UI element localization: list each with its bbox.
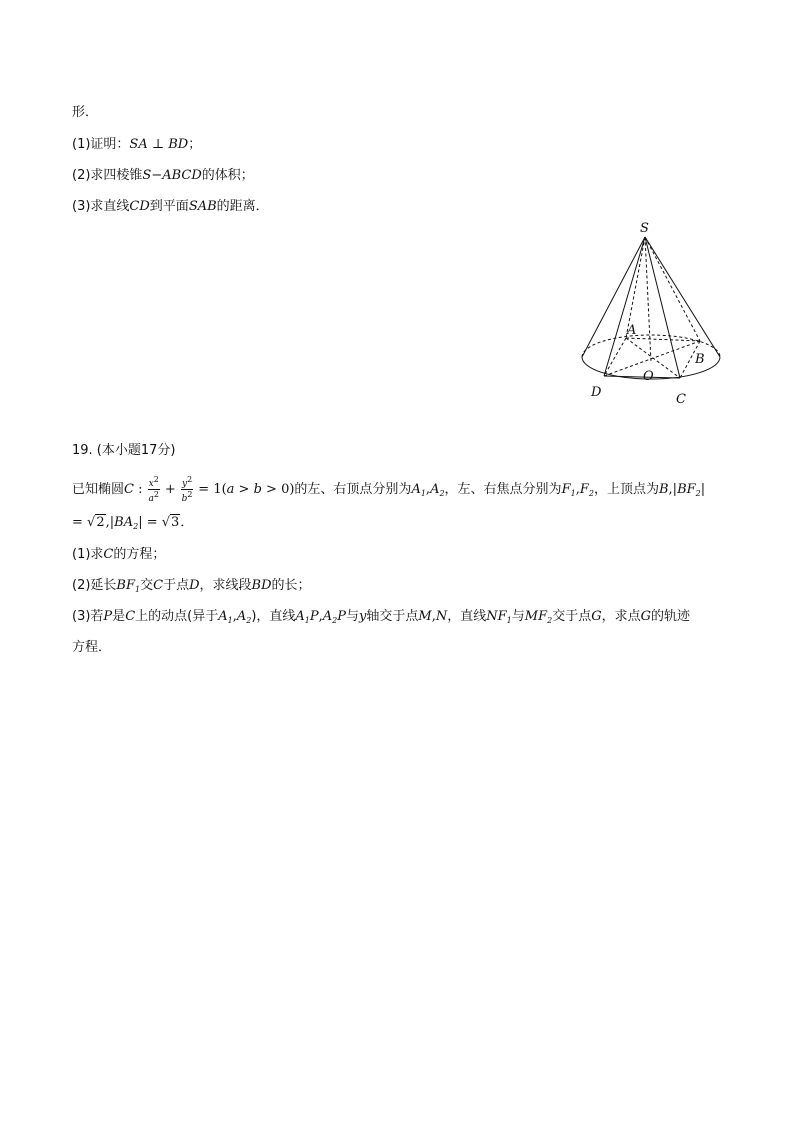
question-19-stem-line2 (72, 514, 193, 536)
comma: , (318, 609, 323, 624)
math-pyramid: S−ABCD (142, 168, 202, 183)
math-c: C (125, 609, 136, 624)
edge-ad (604, 338, 626, 376)
text: ，求点 (601, 609, 641, 624)
math-bf2: $BF_2$ (677, 482, 701, 498)
abs-bar: | (138, 515, 143, 530)
abs-bar: | (700, 482, 706, 497)
question-19-part-3-cont: 方程． (72, 640, 112, 655)
math-bd: BD (168, 137, 189, 152)
text: 与 (346, 609, 360, 624)
stem-text: ，上顶点为 (593, 482, 659, 497)
math-d: D (189, 578, 200, 593)
text: 交于点 (552, 609, 592, 624)
math-f2: $F_2$ (579, 482, 594, 498)
part-mid: 到平面 (149, 199, 189, 214)
edge-sb (645, 237, 700, 341)
math-m: M (418, 609, 432, 624)
math-f1: $F_1$ (561, 482, 576, 498)
comma: , (431, 609, 436, 624)
question-19-part-3 (72, 608, 690, 630)
math-c: C (124, 482, 134, 497)
text: 的轨迹 (651, 609, 691, 624)
text: 上的动点(异于 (135, 609, 219, 624)
colon: : (133, 482, 147, 497)
math-a2: $A_2$ (236, 609, 252, 625)
comma: , (575, 482, 580, 497)
math-a: a (226, 482, 235, 497)
part-suffix: 的方程； (113, 547, 166, 562)
math-a2: $A_2$ (430, 482, 445, 498)
edge-dc (604, 376, 680, 378)
comma: , (105, 515, 110, 530)
part-suffix: 的距离． (216, 199, 269, 214)
part-prefix: (2)延长 (72, 578, 117, 593)
part-suffix: 的体积； (201, 168, 254, 183)
text: ，直线 (447, 609, 487, 624)
math-p: P (103, 609, 113, 624)
math-sa: SA (129, 137, 148, 152)
edge-sc (645, 237, 680, 378)
perp-symbol: ⊥ (147, 137, 169, 152)
math-g: G (591, 609, 602, 624)
part-suffix: 的长； (271, 578, 311, 593)
math-c: C (153, 578, 164, 593)
text: 交 (140, 578, 154, 593)
text: )，直线 (251, 609, 296, 624)
math-n: N (435, 609, 448, 624)
continuation-text: 形． (72, 105, 99, 120)
fraction-x2-a2: $\frac{x^2}{a^2}$ (148, 475, 159, 504)
text: 于点 (163, 578, 190, 593)
question-19-part-2 (72, 577, 311, 599)
question-19-header: 19. (本小题17分) (72, 443, 176, 458)
cone-pyramid-figure (575, 214, 735, 414)
period: ． (180, 515, 194, 530)
text: ，求线段 (199, 578, 252, 593)
part-prefix: (1)证明： (72, 137, 130, 152)
math-nf1: $NF_1$ (486, 609, 512, 625)
math-bd: BD (251, 578, 272, 593)
question-18-part-1 (72, 136, 201, 154)
comma: , (232, 609, 237, 624)
label-o: O (643, 369, 654, 384)
text: 是 (112, 609, 126, 624)
sqrt-3: √3 (161, 515, 180, 530)
label-b: B (695, 352, 705, 367)
math-b: b (253, 482, 262, 497)
label-s: S (640, 221, 649, 236)
part-prefix: (3)求直线 (72, 199, 130, 214)
equals-one: = 1( (194, 482, 227, 497)
cone-left-edge (582, 237, 645, 357)
part-suffix: ； (188, 137, 202, 152)
stem-text: 的左、右顶点分别为 (294, 482, 412, 497)
math-cd: CD (129, 199, 150, 214)
abs-bar: | (672, 482, 678, 497)
math-b-point: B (658, 482, 669, 497)
stem-text: 已知椭圆 (72, 482, 125, 497)
abs-bar: | (109, 515, 115, 530)
label-a: A (627, 323, 637, 338)
equals: = (72, 515, 88, 530)
math-a1: $A_1$ (218, 609, 233, 625)
part-prefix: (2)求四棱锥 (72, 168, 143, 183)
sqrt-2: √2 (87, 515, 105, 530)
math-g: G (640, 609, 652, 624)
comma: , (668, 482, 673, 497)
math-c: C (103, 547, 114, 562)
text: 与 (511, 609, 525, 624)
part-prefix: (1)求 (72, 547, 104, 562)
part-prefix: (3)若 (72, 609, 104, 624)
text: 轴交于点 (366, 609, 419, 624)
label-d: D (591, 385, 602, 400)
math-ba2: $BA_2$ (114, 515, 139, 531)
question-19-stem-line1 (72, 475, 705, 507)
math-a1: $A_1$ (411, 482, 426, 498)
question-18-part-3 (72, 198, 269, 216)
math-y: y (359, 609, 367, 624)
math-sab: SAB (188, 199, 217, 214)
question-19-part-1 (72, 546, 165, 564)
math-a2p: $A_2P$ (322, 609, 347, 625)
question-18-part-2 (72, 167, 254, 185)
stem-text: ，左、右焦点分别为 (444, 482, 562, 497)
gt-zero: > 0) (261, 482, 295, 497)
fraction-y2-b2: $\frac{y^2}{b^2}$ (181, 475, 193, 504)
edge-ab (626, 338, 700, 341)
label-c: C (676, 392, 686, 407)
plus: + (160, 482, 180, 497)
equals: = (142, 515, 162, 530)
edge-sd (604, 237, 645, 376)
comma: , (425, 482, 431, 497)
math-a1p: $A_1P$ (295, 609, 319, 625)
math-bf1: $BF_1$ (116, 578, 141, 594)
math-mf2: $MF_2$ (524, 609, 553, 625)
gt: > (234, 482, 254, 497)
